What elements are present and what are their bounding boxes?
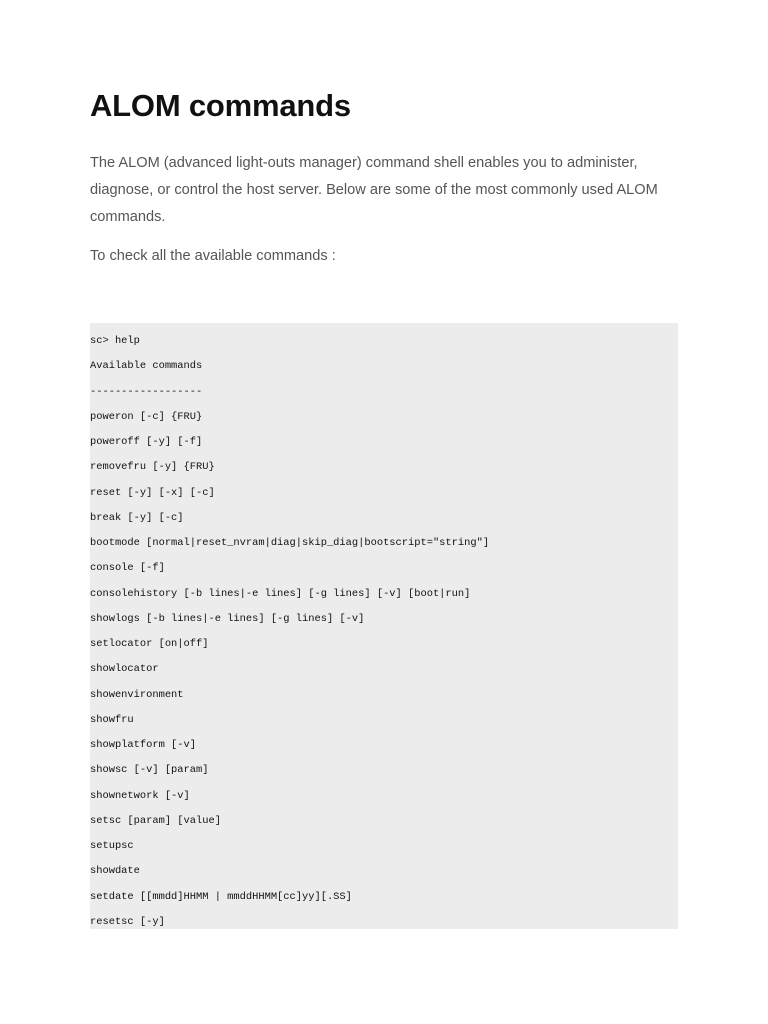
code-line: setupsc [90, 840, 134, 852]
code-line: showplatform [-v] [90, 739, 197, 751]
code-line: sc> help [90, 335, 140, 347]
page-title: ALOM commands [90, 88, 351, 123]
code-line: Available commands [90, 360, 203, 373]
code-line: ------------------ [90, 385, 203, 398]
code-line: setdate [[mmdd]HHMM | mmddHHMM[cc]yy][.SS] [90, 890, 352, 903]
code-line: poweron [-c] {FRU} [90, 410, 203, 423]
code-line: showfru [90, 713, 134, 726]
code-line: reset [-y] [-x] [-c] [90, 486, 215, 499]
intro-paragraph: The ALOM (advanced light-outs manager) command shell enables you to administer, diagnose, or control the host server. Below are some of the most commonly used ALOM commands. [90, 155, 658, 225]
check-commands-paragraph: To check all the available commands : [90, 248, 336, 264]
code-line: console [-f] [90, 562, 165, 575]
code-line: showdate [90, 865, 140, 878]
code-line: bootmode [normal|reset_nvram|diag|skip_diag|bootscript="string"] [90, 537, 490, 549]
code-line: break [-y] [-c] [90, 511, 184, 524]
code-line: shownetwork [-v] [90, 789, 190, 802]
code-line: showlocator [90, 663, 159, 676]
code-line: setlocator [on|off] [90, 638, 209, 650]
code-line: showsc [-v] [param] [90, 764, 209, 777]
code-line: consolehistory [-b lines|-e lines] [-g lines] [-v] [boot|run] [90, 587, 471, 600]
code-block [90, 323, 678, 929]
code-line: removefru [-y] {FRU} [90, 461, 215, 474]
code-line: setsc [param] [value] [90, 814, 221, 827]
code-line: poweroff [-y] [-f] [90, 436, 203, 448]
code-line: showlogs [-b lines|-e lines] [-g lines] [-v] [90, 612, 365, 625]
code-line: showenvironment [90, 688, 184, 701]
code-line: resetsc [-y] [90, 915, 165, 928]
